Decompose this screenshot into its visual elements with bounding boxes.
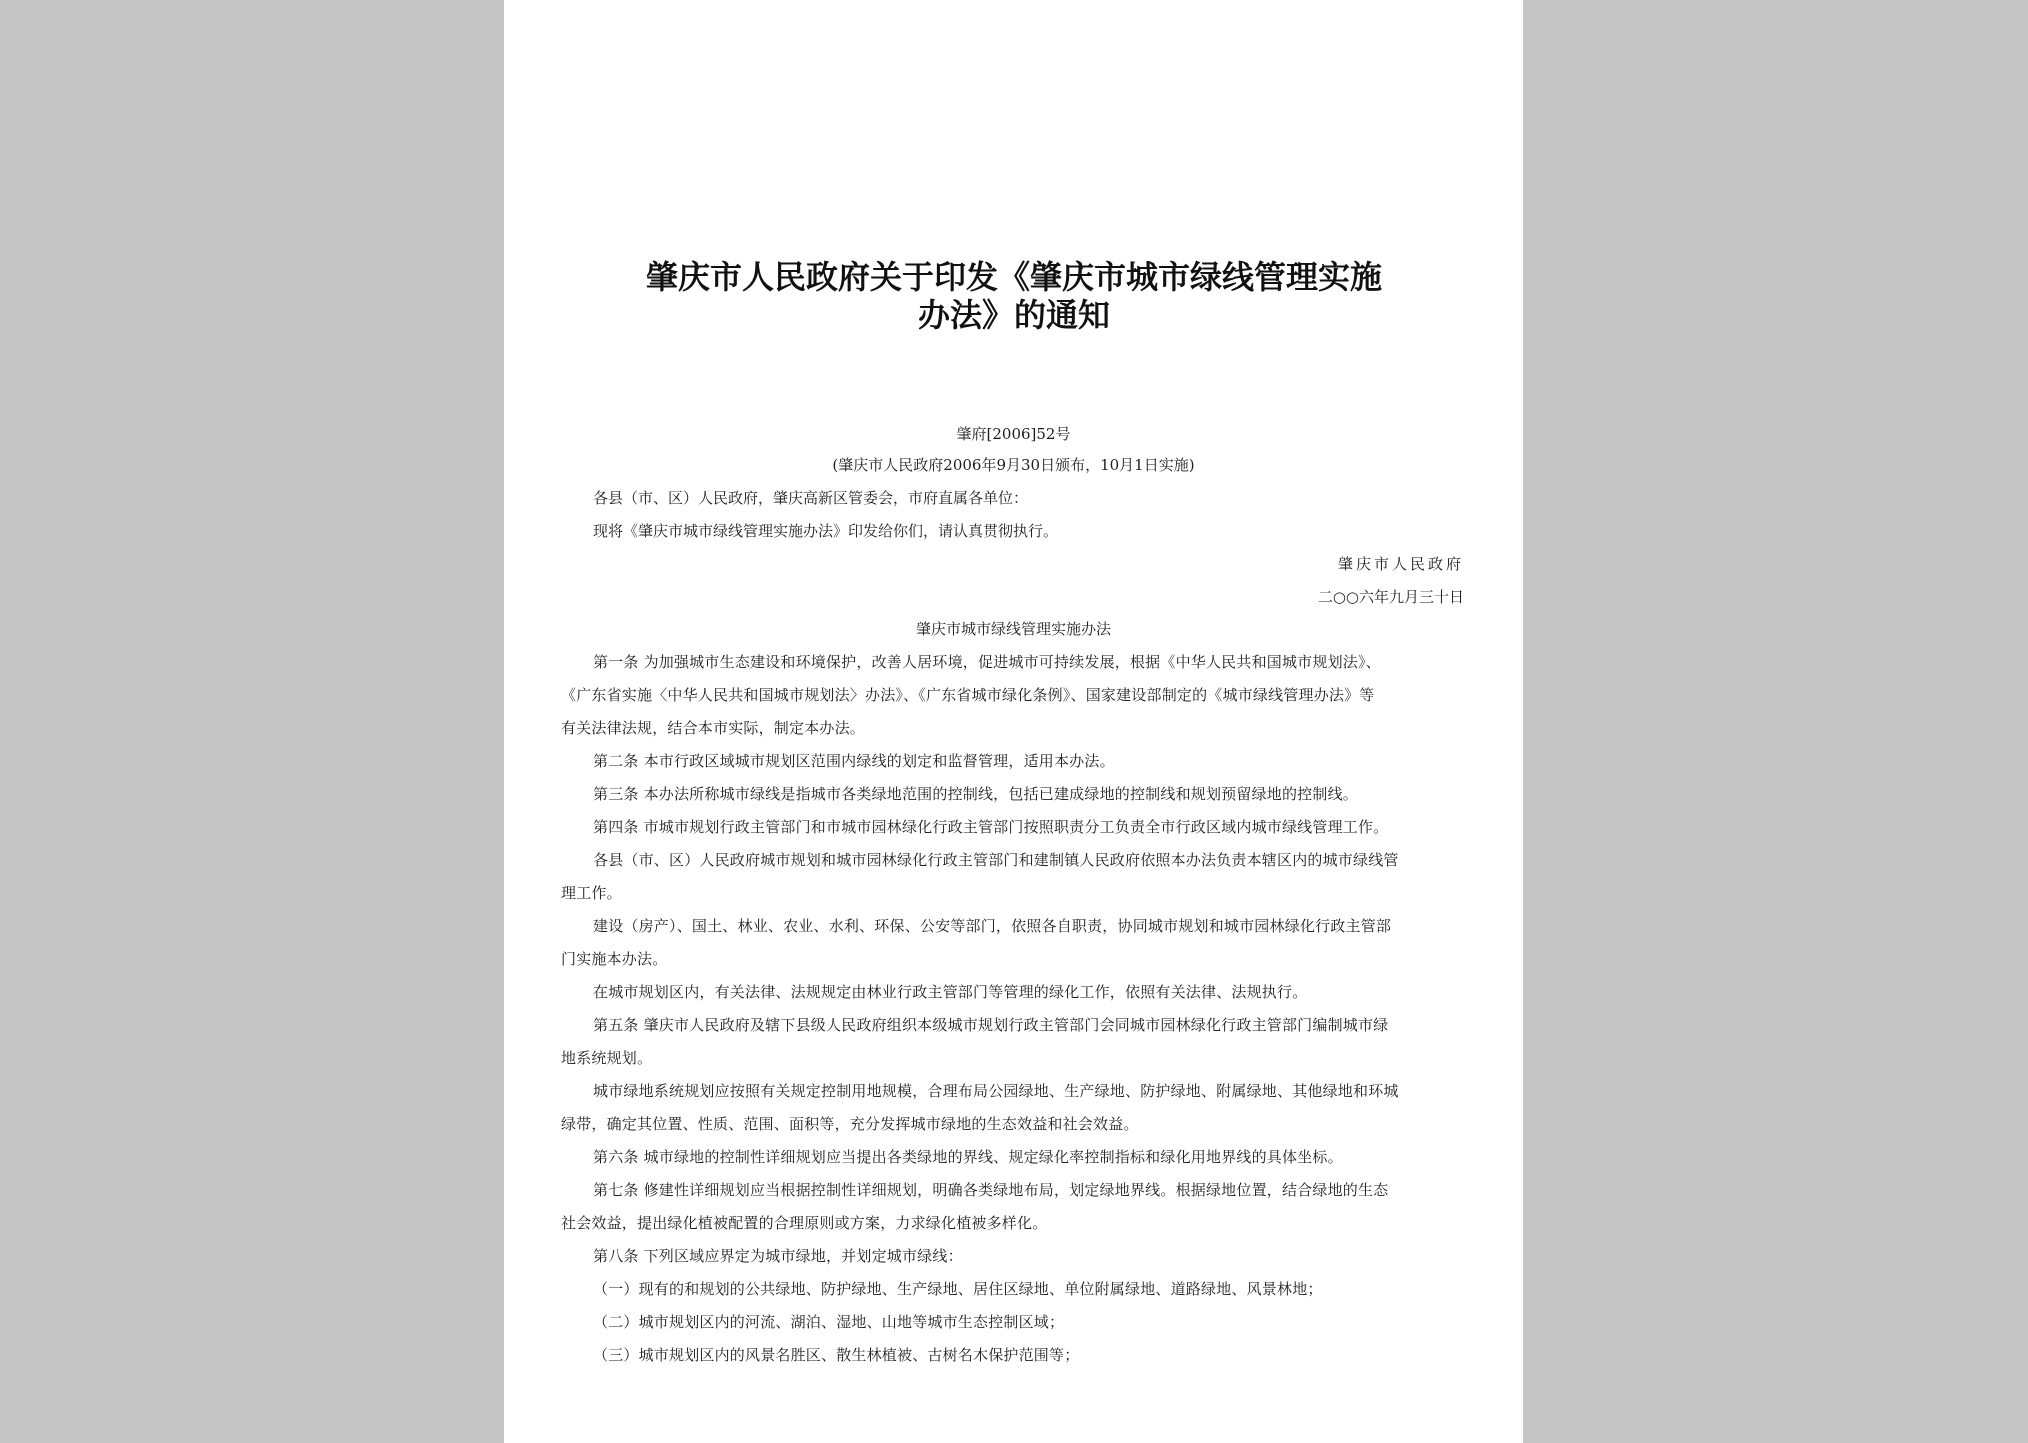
body-line: （一）现有的和规划的公共绿地、防护绿地、生产绿地、居住区绿地、单位附属绿地、道路绿地、风景林地；: [593, 1280, 1323, 1298]
body-line: 建设（房产）、国土、林业、农业、水利、环保、公安等部门，依照各自职责，协同城市规划和城市园林绿化行政主管部: [593, 917, 1392, 935]
body-line: 绿带，确定其位置、性质、范围、面积等，充分发挥城市绿地的生态效益和社会效益。: [561, 1115, 1139, 1133]
body-line: 有关法律法规，结合本市实际，制定本办法。: [561, 719, 866, 737]
body-line: （三）城市规划区内的风景名胜区、散生林植被、古树名木保护范围等；: [593, 1346, 1080, 1364]
body-line: 理工作。: [561, 884, 622, 902]
body-line: 第六条 城市绿地的控制性详细规划应当提出各类绿地的界线、规定绿化率控制指标和绿化用地界线的具体坐标。: [593, 1148, 1343, 1166]
body-line: 门实施本办法。: [561, 950, 668, 968]
issue-note: (肇庆市人民政府2006年9月30日颁布，10月1日实施): [832, 456, 1195, 474]
body-line: 第八条 下列区域应界定为城市绿地，并划定城市绿线：: [593, 1247, 963, 1265]
body-line: 第七条 修建性详细规划应当根据控制性详细规划，明确各类绿地布局，划定绿地界线。根据绿地位置，结合绿地的生态: [593, 1181, 1389, 1199]
document-number: 肇府[2006]52号: [956, 425, 1071, 443]
signature-date: 二○○六年九月三十日: [1317, 588, 1464, 606]
body-line: 地系统规划。: [561, 1049, 653, 1067]
body-line: 第四条 市城市规划行政主管部门和市城市园林绿化行政主管部门按照职责分工负责全市行政区域内城市绿线管理工作。: [593, 818, 1389, 836]
notice-body: 现将《肇庆市城市绿线管理实施办法》印发给你们，请认真贯彻执行。: [593, 522, 1059, 540]
addressee: 各县（市、区）人民政府，肇庆高新区管委会，市府直属各单位：: [593, 489, 1029, 507]
document-title: [590, 258, 1438, 334]
title-line-2: 办法》的通知: [917, 296, 1110, 334]
body-line: 各县（市、区）人民政府城市规划和城市园林绿化行政主管部门和建制镇人民政府依照本办法负责本辖区内的城市绿线管: [593, 851, 1399, 869]
signature-org: 肇庆市人民政府: [1337, 555, 1464, 573]
title-line-1: 肇庆市人民政府关于印发《肇庆市城市绿线管理实施: [645, 258, 1382, 296]
body-line: 社会效益，提出绿化植被配置的合理原则或方案，力求绿化植被多样化。: [561, 1214, 1048, 1232]
document-page: [504, 0, 1523, 1443]
body-line: 城市绿地系统规划应按照有关规定控制用地规模，合理布局公园绿地、生产绿地、防护绿地、附属绿地、其他绿地和环城: [593, 1082, 1399, 1100]
body-line: 第二条 本市行政区域城市规划区范围内绿线的划定和监督管理，适用本办法。: [593, 752, 1115, 770]
body-line: （二）城市规划区内的河流、湖泊、湿地、山地等城市生态控制区域；: [593, 1313, 1065, 1331]
body-line: 第三条 本办法所称城市绿线是指城市各类绿地范围的控制线，包括已建成绿地的控制线和规划预留绿地的控制线。: [593, 785, 1358, 803]
body-line: 第一条 为加强城市生态建设和环境保护，改善人居环境，促进城市可持续发展，根据《中华人民共和国城市规划法》、: [593, 653, 1381, 671]
regulation-subtitle: 肇庆市城市绿线管理实施办法: [915, 620, 1111, 638]
body-line: 在城市规划区内，有关法律、法规规定由林业行政主管部门等管理的绿化工作，依照有关法律、法规执行。: [593, 983, 1308, 1001]
body-line: 第五条 肇庆市人民政府及辖下县级人民政府组织本级城市规划行政主管部门会同城市园林绿化行政主管部门编制城市绿: [593, 1016, 1389, 1034]
body-line: 《广东省实施〈中华人民共和国城市规划法〉办法》、《广东省城市绿化条例》、国家建设部制定的《城市绿线管理办法》等: [561, 686, 1375, 704]
